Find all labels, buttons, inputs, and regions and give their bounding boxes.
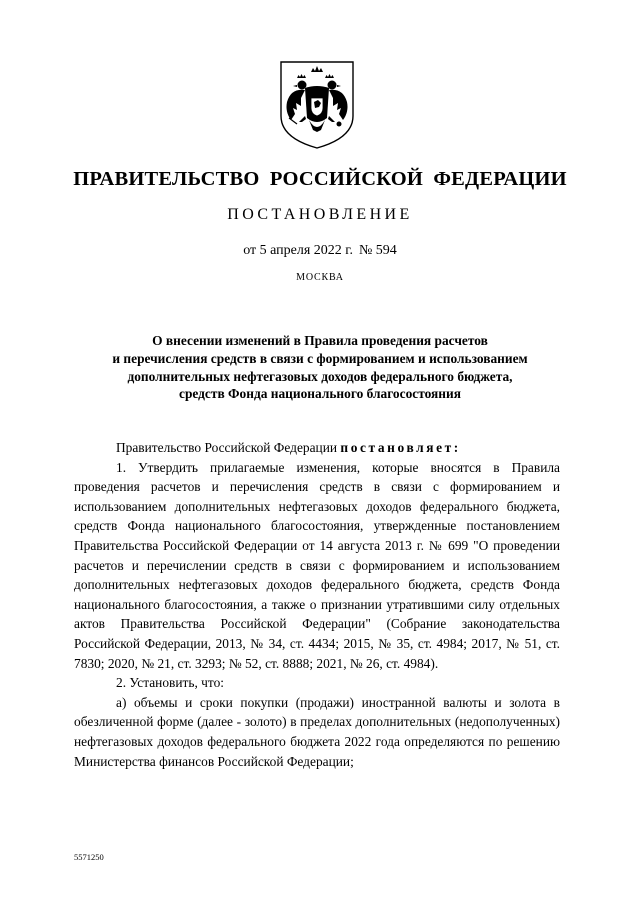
document-body [74,438,560,771]
intro-lead: Правительство Российской Федерации [116,440,341,455]
document-subject [40,332,600,403]
paragraph-1: 1. Утвердить прилагаемые изменения, которые вносятся в Правила проведения расчетов и перечисления средств в связи с формированием и использованием дополнительных нефтегазовых доходов федерального бюджета, средств Фонда национального благосостояния, утвержденные постановлением Правительства Российской Федерации от 14 августа 2013 г. № 699 "О проведении расчетов и перечислении средств в связи с формированием и использованием дополнительных нефтегазовых доходов федерального бюджета, средств Фонда национального благосостояния, а также о признании утратившими силу отдельных актов Правительства Российской Федерации" (Собрание законодательства Российской Федерации, 2013, № 34, ст. 4434; 2015, № 35, ст. 4984; 2017, № 51, ст. 7830; 2020, № 21, ст. 3293; № 52, ст. 8888; 2021, № 26, ст. 4984). [74,459,560,671]
document-type: ПОСТАНОВЛЕНИЕ [227,206,413,223]
document-date-line [0,243,640,259]
document-code: 5571250 [74,852,104,862]
subject-line: и перечисления средств в связи с формированием и использованием [112,350,528,366]
paragraph-2: 2. Установить, что: [116,675,224,691]
subject-line: О внесении изменений в Правила проведения расчетов [152,333,488,348]
coat-of-arms-russia-icon [275,58,359,150]
document-date: от 5 апреля 2022 г. [243,243,353,258]
decree-word: постановляет: [340,440,461,455]
intro-paragraph [74,438,560,458]
subject-line: дополнительных нефтегазовых доходов федерального бюджета, [127,368,513,384]
subject-line: средств Фонда национального благосостояния [179,386,461,402]
document-city: МОСКВА [296,272,344,283]
government-title: ПРАВИТЕЛЬСТВО РОССИЙСКОЙ ФЕДЕРАЦИИ [73,168,567,190]
document-number: № 594 [358,243,397,258]
paragraph-3: а) объемы и сроки покупки (продажи) иностранной валюты и золота в обезличенной форме (далее - золото) в пределах дополнительных (недополученных) нефтегазовых доходов федерального бюджета 2022 года определяются по решению Министерства финансов Российской Федерации; [74,694,560,769]
